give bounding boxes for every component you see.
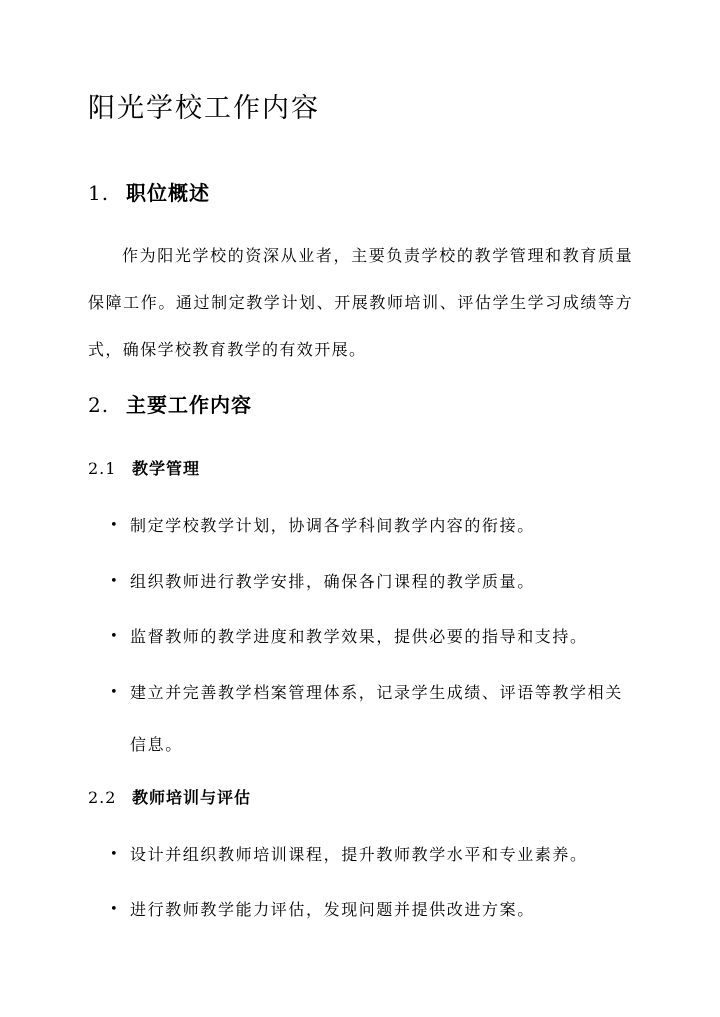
subsection-2-1-heading <box>88 456 200 479</box>
subsection-number: 2.1 <box>88 459 117 478</box>
list-item-text: 监督教师的教学进度和教学效果，提供必要的指导和支持。 <box>130 627 588 646</box>
document-title: 阳光学校工作内容 <box>88 93 320 124</box>
list-item <box>88 667 633 771</box>
bullet-icon: • <box>110 685 120 700</box>
list-item-text: 组织教师进行教学安排，确保各门课程的教学质量。 <box>130 572 535 591</box>
subsection-number: 2.2 <box>88 788 117 807</box>
list-item <box>88 556 633 608</box>
bullet-icon: • <box>110 518 120 533</box>
subsection-title: 教学管理 <box>132 459 201 478</box>
bullet-icon: • <box>110 574 120 589</box>
section-number: 2. <box>88 393 110 417</box>
subsection-2-2-heading <box>88 785 251 808</box>
section-title: 职位概述 <box>126 181 210 205</box>
list-item-text: 建立并完善教学档案管理体系，记录学生成绩、评语等教学相关信息。 <box>130 683 623 754</box>
list-item-text: 制定学校教学计划，协调各学科间教学内容的衔接。 <box>130 516 535 535</box>
section-2-heading <box>88 389 252 418</box>
bullet-icon: • <box>110 629 120 644</box>
subsection-title: 教师培训与评估 <box>132 788 252 807</box>
section-1-heading <box>88 177 210 206</box>
list-item <box>88 500 633 552</box>
section-title: 主要工作内容 <box>126 393 252 417</box>
list-item <box>88 884 633 936</box>
list-item-text: 进行教师教学能力评估，发现问题并提供改进方案。 <box>130 900 535 919</box>
section-1-paragraph: 作为阳光学校的资深从业者，主要负责学校的教学管理和教育质量保障工作。通过制定教学计划、开展教师培训、评估学生学习成绩等方式，确保学校教育教学的有效开展。 <box>88 246 633 359</box>
list-item <box>88 829 633 881</box>
section-number: 1. <box>88 181 110 205</box>
bullet-icon: • <box>110 902 120 917</box>
bullet-icon: • <box>110 847 120 862</box>
list-item <box>88 611 633 663</box>
list-item-text: 设计并组织教师培训课程，提升教师教学水平和专业素养。 <box>130 845 588 864</box>
